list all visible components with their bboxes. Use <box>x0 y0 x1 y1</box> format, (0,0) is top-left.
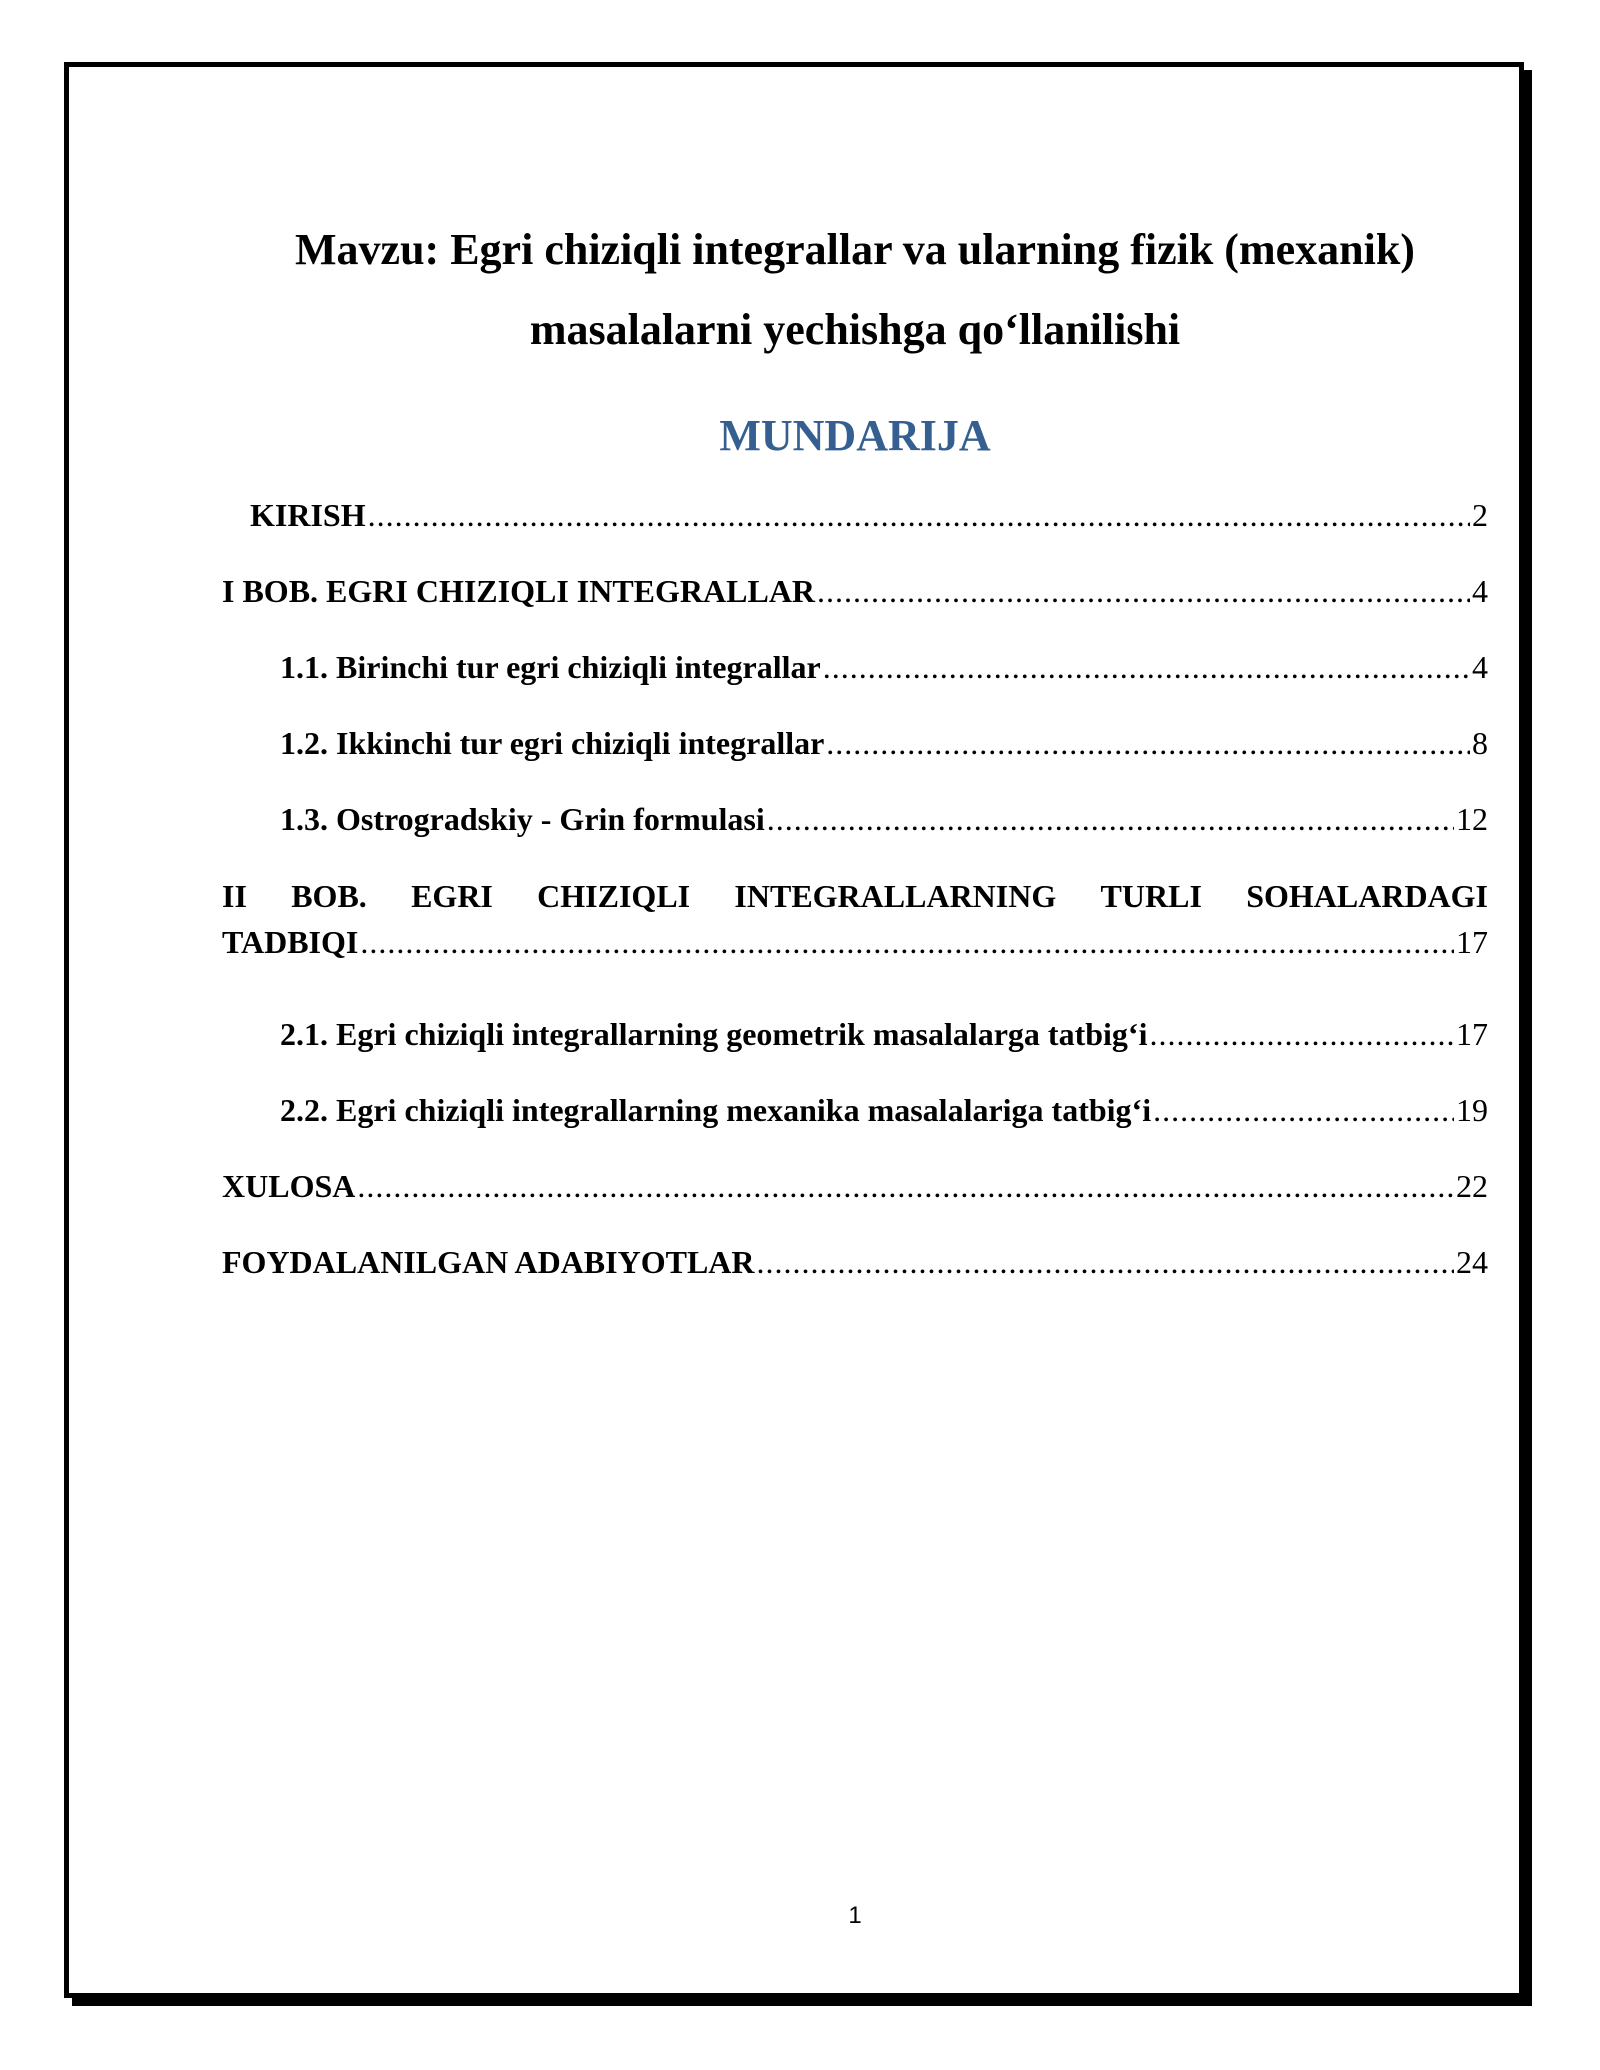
toc-dot-leader <box>357 1166 1454 1206</box>
document-title-line1: Mavzu: Egri chiziqli integrallar va ularning fizik (mexanik) <box>295 225 1415 274</box>
toc-entry-word: CHIZIQLI <box>537 878 691 914</box>
toc-entry-label: I BOB. EGRI CHIZIQLI INTEGRALLAR <box>222 573 816 609</box>
toc-dot-leader <box>1149 1014 1454 1054</box>
toc-entry-chapter-2[interactable] <box>222 876 1488 962</box>
toc-entry-label: FOYDALANILGAN ADABIYOTLAR <box>222 1244 755 1280</box>
toc-heading: MUNDARIJA <box>719 411 991 460</box>
toc-entry-xulosa[interactable] <box>222 1166 1488 1206</box>
document-title <box>200 210 1510 370</box>
document-title-line2: masalalarni yechishga qo‘llanilishi <box>529 305 1181 354</box>
page-number: 1 <box>848 1902 862 1929</box>
toc-entry-page: 12 <box>1456 801 1488 837</box>
toc-entry-page: 24 <box>1456 1244 1488 1280</box>
toc-entry-section-2-1[interactable] <box>280 1014 1488 1054</box>
toc-entry-label: 2.1. Egri chiziqli integrallarning geometrik masalalarga tatbig‘i <box>280 1016 1148 1052</box>
toc-entry-page: 8 <box>1472 725 1488 761</box>
toc-dot-leader <box>817 571 1470 611</box>
toc-dot-leader <box>823 647 1470 687</box>
toc-entry-label-line2 <box>222 922 1488 962</box>
toc-entry-label: XULOSA <box>222 1168 356 1204</box>
toc-entry-page: 4 <box>1472 649 1488 685</box>
toc-dot-leader <box>360 922 1454 962</box>
toc-dot-leader <box>368 495 1470 535</box>
toc-entry-page: 17 <box>1456 1016 1488 1052</box>
toc-entry-label: KIRISH <box>250 497 366 533</box>
toc-entry-section-1-2[interactable] <box>280 723 1488 763</box>
toc-entry-chapter-1[interactable] <box>222 571 1488 611</box>
toc-entry-page: 17 <box>1456 924 1488 960</box>
toc-entry-label: TADBIQI <box>222 924 359 960</box>
toc-dot-leader <box>767 799 1454 839</box>
toc-dot-leader <box>1153 1090 1454 1130</box>
toc-entry-label: 1.3. Ostrogradskiy - Grin formulasi <box>280 801 765 837</box>
toc-entry-kirish[interactable] <box>250 495 1488 535</box>
toc-entry-label: 2.2. Egri chiziqli integrallarning mexanika masalalariga tatbig‘i <box>280 1092 1152 1128</box>
toc-entry-word: SOHALARDAGI <box>1246 878 1488 914</box>
toc-entry-section-1-1[interactable] <box>280 647 1488 687</box>
toc-dot-leader <box>757 1242 1455 1282</box>
toc-entry-label: 1.1. Birinchi tur egri chiziqli integrallar <box>280 649 821 685</box>
toc-entry-adabiyotlar[interactable] <box>222 1242 1488 1282</box>
toc-entry-page: 19 <box>1456 1092 1488 1128</box>
toc-entry-page: 22 <box>1456 1168 1488 1204</box>
toc-entry-section-2-2[interactable] <box>280 1090 1488 1130</box>
toc-entry-label-line1 <box>222 876 1488 922</box>
toc-entry-word: BOB. <box>291 878 367 914</box>
toc-entry-word: INTEGRALLARNING <box>734 878 1057 914</box>
toc-entry-label: 1.2. Ikkinchi tur egri chiziqli integrallar <box>280 725 825 761</box>
toc-entry-word: TURLI <box>1100 878 1202 914</box>
toc-entry-page: 4 <box>1472 573 1488 609</box>
toc-entry-page: 2 <box>1472 497 1488 533</box>
toc-entry-word: EGRI <box>411 878 493 914</box>
toc-entry-word: II <box>222 878 247 914</box>
toc-entry-section-1-3[interactable] <box>280 799 1488 839</box>
toc-dot-leader <box>826 723 1470 763</box>
